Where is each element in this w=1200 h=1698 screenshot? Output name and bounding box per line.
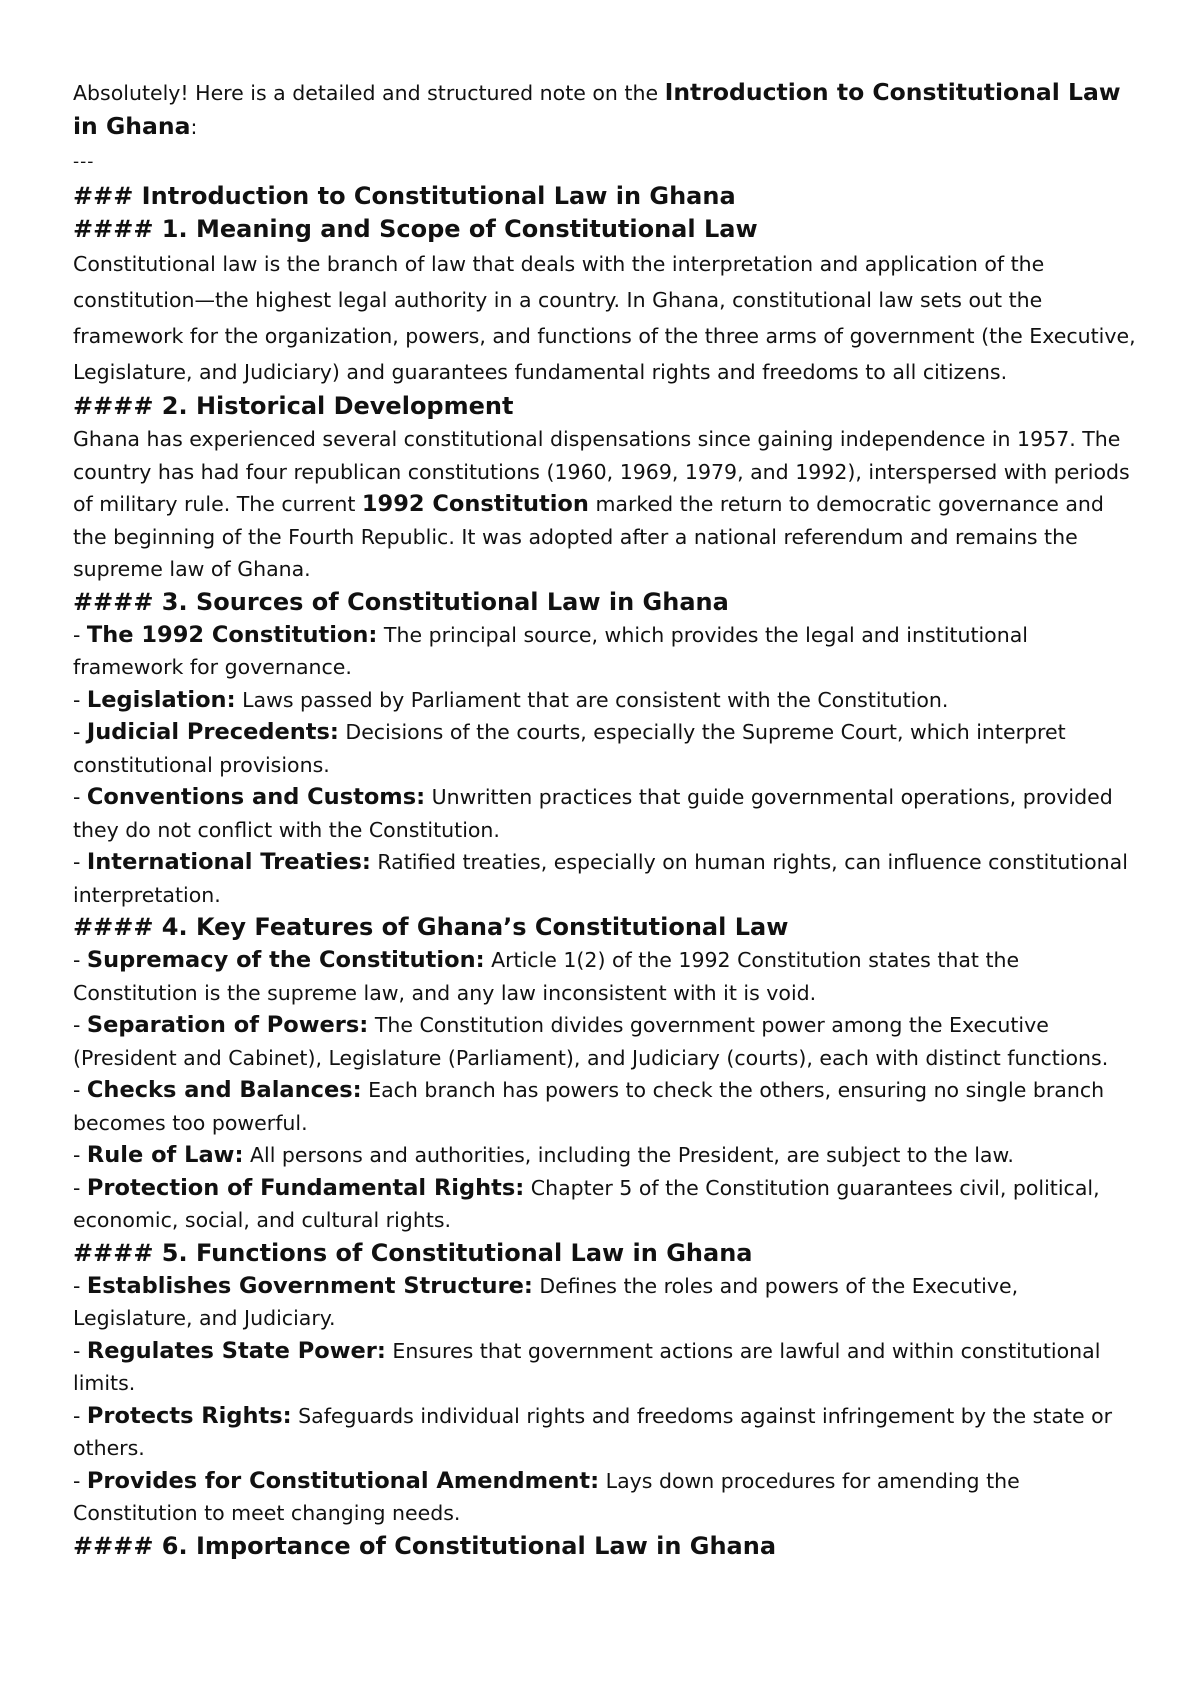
bullet-marker: -: [73, 687, 87, 712]
section-2-paragraph-bold: 1992 Constitution: [361, 491, 589, 517]
list-item-text: All persons and authorities, including the President, are subject to the law.: [243, 1143, 1014, 1167]
bullet-marker: -: [73, 1468, 87, 1493]
bullet-marker: -: [73, 1403, 87, 1428]
bullet-marker: -: [73, 1175, 87, 1200]
list-item: [73, 1074, 1143, 1139]
bullet-marker: -: [73, 622, 87, 647]
list-item-term: Supremacy of the Constitution:: [86, 947, 485, 973]
list-item-term: Judicial Precedents:: [86, 719, 339, 745]
list-item-text: Defines the roles and powers of the Executive, Legislature, and Judiciary.: [73, 1273, 1019, 1330]
list-item-text: Laws passed by Parliament that are consistent with the Constitution.: [235, 687, 949, 712]
section-3-heading: #### 3. Sources of Constitutional Law in Ghana: [73, 587, 729, 616]
list-item: [73, 619, 1143, 684]
document-title: ### Introduction to Constitutional Law in Ghana: [73, 182, 736, 210]
list-item-text: Ensures that government actions are lawful and within constitutional limits.: [73, 1338, 1101, 1395]
list-item-text: Ratified treaties, especially on human rights, can influence constitutional interpretation.: [73, 850, 1128, 907]
list-item: [73, 781, 1143, 846]
list-item-text: Decisions of the courts, especially the Supreme Court, which interpret constitutional provisions.: [73, 720, 1066, 777]
list-item-term: Rule of Law:: [86, 1142, 244, 1168]
bullet-marker: -: [73, 785, 87, 809]
intro-topic: Introduction to Constitutional Law in Ghana: [73, 78, 1121, 140]
section-2-paragraph-before: Ghana has experienced several constitutional dispensations since gaining independence in 1957. The country has had four republican constitutions (1960, 1969, 1979, and 1992), interspersed with periods of military rule. The current: [73, 427, 1130, 516]
list-item-term: Regulates State Power:: [86, 1337, 386, 1364]
list-item: [73, 1139, 1143, 1172]
section-1-heading: #### 1. Meaning and Scope of Constitutional Law: [73, 215, 758, 243]
list-item: [73, 1270, 1143, 1335]
divider: ---: [73, 152, 95, 172]
bullet-marker: -: [73, 1338, 87, 1363]
intro-lead: Absolutely! Here is a detailed and structured note on the: [73, 81, 665, 105]
list-item-text: Article 1(2) of the 1992 Constitution states that the Constitution is the supreme law, and any law inconsistent with it is void.: [73, 948, 1020, 1005]
list-item-term: Protects Rights:: [86, 1402, 292, 1429]
list-item-text: The principal source, which provides the legal and institutional framework for governance.: [73, 622, 1028, 679]
document-page: [73, 76, 1143, 1563]
list-item: [73, 1009, 1143, 1074]
list-item: [73, 684, 1143, 717]
bullet-marker: -: [73, 1013, 87, 1037]
section-4-heading: #### 4. Key Features of Ghana’s Constitutional Law: [73, 913, 789, 941]
intro-line: [73, 76, 1143, 144]
section-2-heading: #### 2. Historical Development: [73, 392, 514, 420]
list-item: [73, 1465, 1143, 1530]
list-item-term: Conventions and Customs:: [86, 784, 426, 810]
list-item-term: Provides for Constitutional Amendment:: [86, 1467, 600, 1494]
section-1-paragraph: Constitutional law is the branch of law that deals with the interpretation and application of the constitution—the highest legal authority in a country. In Ghana, constitutional law sets out the framework for the organization, powers, and functions of the three arms of government (the Executive, Legislature, and Judiciary) and guarantees fundamental rights and freedoms to all citizens.: [73, 252, 1136, 384]
list-item-term: International Treaties:: [86, 849, 371, 875]
list-item-text: Unwritten practices that guide governmental operations, provided they do not conflict with the Constitution.: [73, 785, 1113, 842]
list-item: [73, 1400, 1143, 1465]
section-6-heading: #### 6. Importance of Constitutional Law in Ghana: [73, 1531, 777, 1560]
section-2-paragraph: [73, 423, 1143, 586]
list-item-text: The Constitution divides government power among the Executive (President and Cabinet), Legislature (Parliament), and Judiciary (courts), each with distinct functions.: [73, 1013, 1109, 1070]
list-item: [73, 716, 1143, 781]
list-item-text: Lays down procedures for amending the Constitution to meet changing needs.: [73, 1468, 1020, 1525]
list-item-text: Safeguards individual rights and freedoms against infringement by the state or others.: [73, 1403, 1113, 1460]
list-item-term: Protection of Fundamental Rights:: [86, 1174, 525, 1201]
list-item: [73, 1335, 1143, 1400]
bullet-marker: -: [73, 1078, 87, 1102]
list-item-text: Chapter 5 of the Constitution guarantees civil, political, economic, social, and cultural rights.: [73, 1175, 1100, 1232]
bullet-marker: -: [73, 1143, 87, 1167]
section-5-heading: #### 5. Functions of Constitutional Law in Ghana: [73, 1238, 753, 1267]
list-item: [73, 846, 1143, 911]
bullet-marker: -: [73, 1273, 87, 1298]
list-item-term: Checks and Balances:: [86, 1077, 362, 1103]
list-item-term: The 1992 Constitution:: [86, 621, 378, 648]
list-item: [73, 944, 1143, 1009]
list-item-term: Legislation:: [86, 686, 236, 713]
list-item: [73, 1172, 1143, 1237]
bullet-marker: -: [73, 720, 87, 744]
list-item-term: Separation of Powers:: [86, 1012, 369, 1038]
section-2-paragraph-after: marked the return to democratic governance and the beginning of the Fourth Republic. It was adopted after a national referendum and remains the supreme law of Ghana.: [73, 492, 1104, 581]
bullet-marker: -: [73, 948, 87, 972]
intro-tail: :: [190, 115, 198, 139]
bullet-marker: -: [73, 850, 87, 874]
list-item-text: Each branch has powers to check the others, ensuring no single branch becomes too powerful.: [73, 1078, 1105, 1135]
list-item-term: Establishes Government Structure:: [86, 1272, 533, 1299]
